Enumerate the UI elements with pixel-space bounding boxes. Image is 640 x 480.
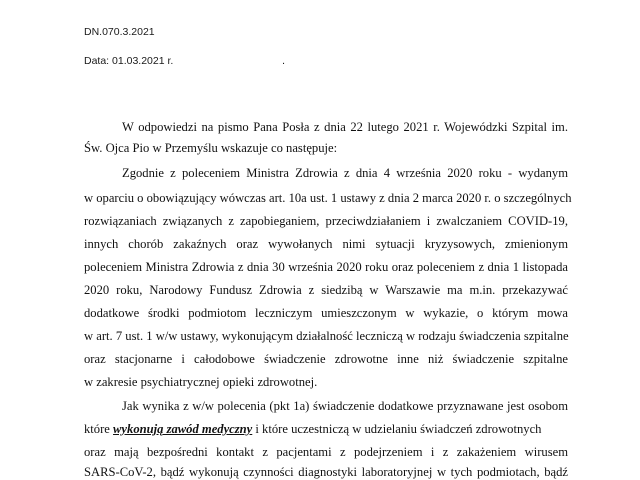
- body-line: w oparciu o obowiązujący wówczas art. 10a ust. 1 ustawy z dnia 2 marca 2020 r. o szczególnych: [84, 191, 572, 205]
- body-line-emphasis: [84, 421, 541, 437]
- emph-bold: wykonują zawód medyczny: [113, 422, 253, 436]
- date-line: Data: 01.03.2021 r.: [84, 55, 174, 67]
- body-line: oraz stacjonarne i całodobowe świadczenie zdrowotne inne niż świadczenie szpitalne: [84, 352, 568, 366]
- body-line: dodatkowe środki podmiotom leczniczym umieszczonym w wykazie, o którym mowa: [84, 306, 568, 320]
- reference-number: DN.070.3.2021: [84, 26, 155, 38]
- body-line: rozwiązaniach związanych z zapobieganiem, przeciwdziałaniem i zwalczaniem COVID-19,: [84, 214, 568, 228]
- body-line: Jak wynika z w/w polecenia (pkt 1a) świadczenie dodatkowe przyznawane jest osobom: [122, 399, 568, 413]
- body-line: Zgodnie z poleceniem Ministra Zdrowia z dnia 4 września 2020 roku - wydanym: [122, 166, 568, 180]
- body-line: W odpowiedzi na pismo Pana Posła z dnia 22 lutego 2021 r. Wojewódzki Szpital im.: [122, 120, 568, 134]
- body-line: w art. 7 ust. 1 w/w ustawy, wykonującym działalność leczniczą w rodzaju świadczenia szpitalne: [84, 329, 569, 343]
- date-dot: .: [282, 55, 286, 67]
- body-line: SARS-CoV-2, bądź wykonują czynności diagnostyki laboratoryjnej w tych podmiotach, bądź: [84, 465, 568, 479]
- body-line: w zakresie psychiatrycznej opieki zdrowotnej.: [84, 375, 318, 389]
- body-line: poleceniem Ministra Zdrowia z dnia 30 września 2020 roku oraz poleceniem z dnia 1 listopada: [84, 260, 568, 274]
- emph-pre: które: [84, 422, 114, 436]
- body-line: oraz mają bezpośredni kontakt z pacjentami z podejrzeniem i z zakażeniem wirusem: [84, 445, 568, 459]
- emph-post: i które uczestniczą w udzielaniu świadczeń zdrowotnych: [252, 422, 542, 436]
- body-line: Św. Ojca Pio w Przemyślu wskazuje co następuje:: [84, 141, 338, 155]
- body-line: 2020 roku, Narodowy Fundusz Zdrowia z siedzibą w Warszawie ma m.in. przekazywać: [84, 283, 568, 297]
- body-line: innych chorób zakaźnych oraz wywołanych nimi sytuacji kryzysowych, zmienionym: [84, 237, 568, 251]
